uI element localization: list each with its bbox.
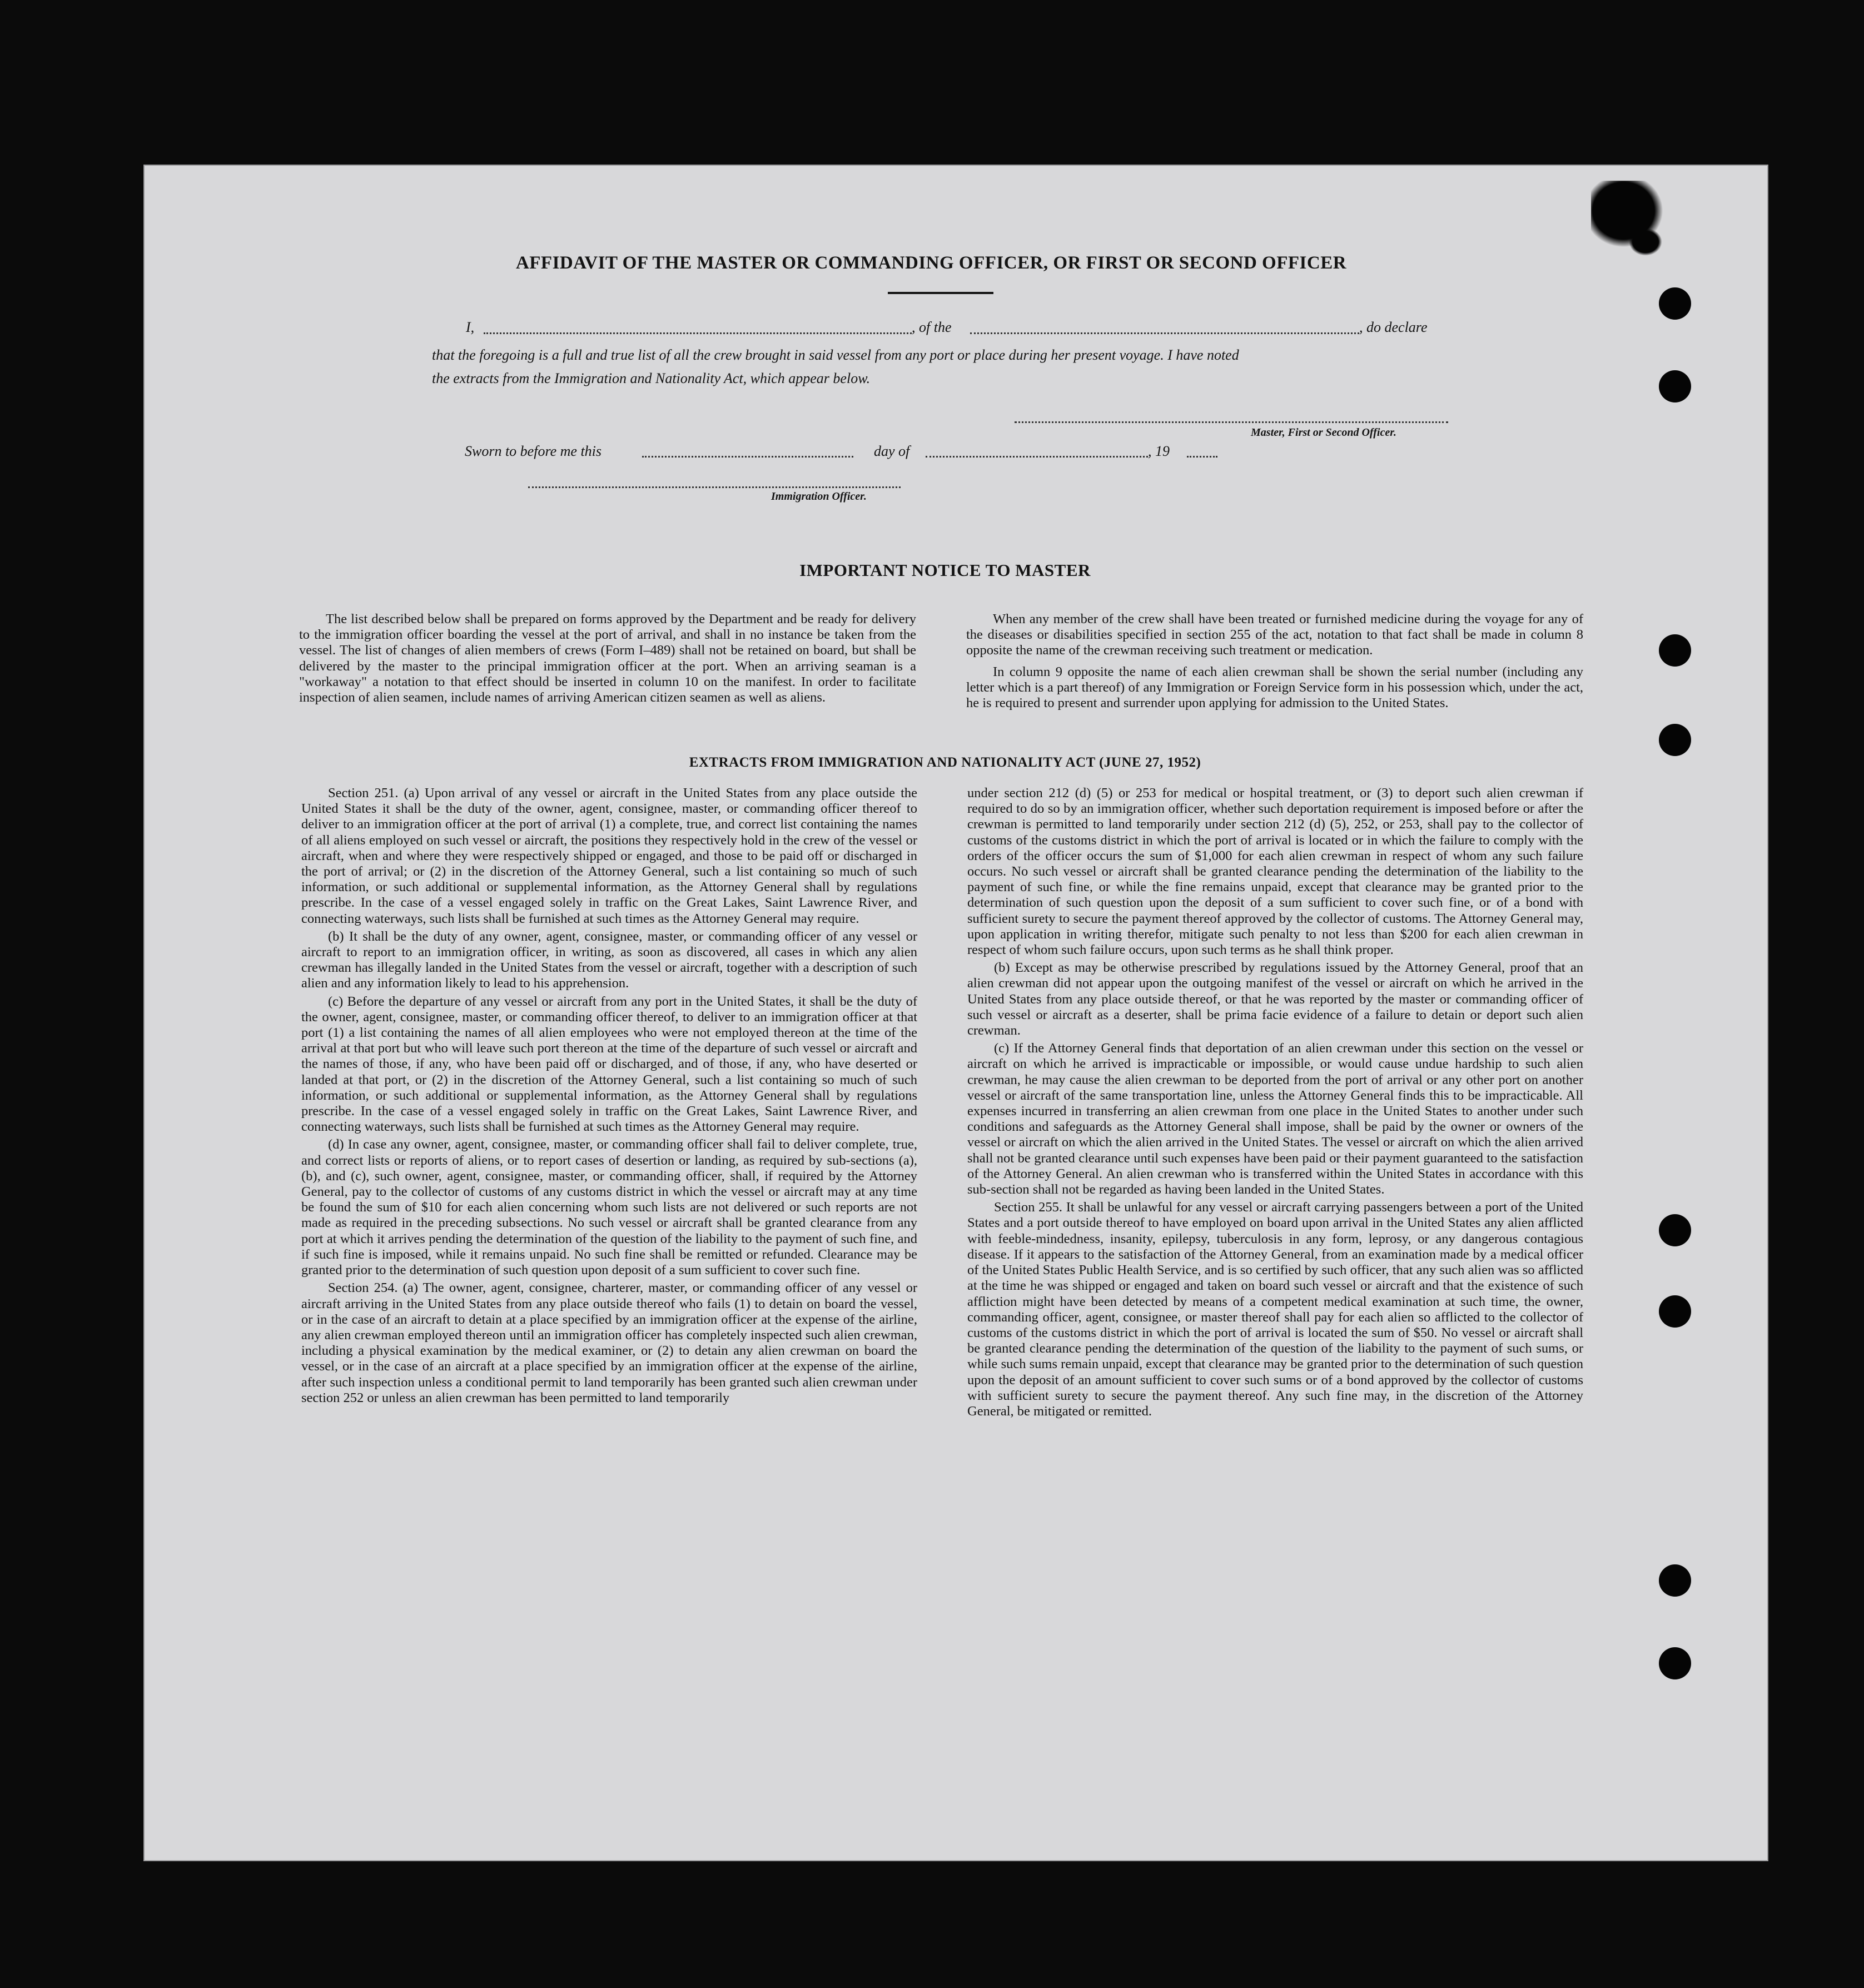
title-rule xyxy=(888,292,993,294)
punch-hole xyxy=(1659,287,1691,320)
act-section: Section 254. (a) The owner, agent, consignee, charterer, master, or commanding officer of any vessel or aircraft arriving in the United States from any place outside thereof who fails (1) to detain on board the vessel, or in the case of an aircraft to detain at a place specified by an immigration officer at the expense of the airline, any alien crewman employed thereon until an immigration officer has completely inspected such alien crewman, including a physical examination by the medical examiner, or (2) to detain any alien crewman on board the vessel, or in the case of an aircraft at a place specified by an immigration officer at the expense of the airline, after such inspection unless a conditional permit to land temporarily has been granted such alien crewman under section 252 or unless an alien crewman has been permitted to land temporarily xyxy=(301,1280,917,1405)
punch-hole xyxy=(1659,634,1691,667)
day-of-label: day of xyxy=(874,443,910,459)
affidavit-title: AFFIDAVIT OF THE MASTER OR COMMANDING OFFICER, OR FIRST OR SECOND OFFICER xyxy=(515,253,1347,273)
notice-title: IMPORTANT NOTICE TO MASTER xyxy=(799,560,1091,580)
act-section: (b) It shall be the duty of any owner, agent, consignee, master, or commanding officer of any vessel or aircraft to report to an immigration officer, in writing, as soon as discovered, all cases in which any alien crewman has illegally landed in the United States from the vessel or aircraft, together with a description of such alien and any information likely to lead to his apprehension. xyxy=(301,928,917,991)
extracts-left-column xyxy=(301,786,917,1408)
punch-hole xyxy=(1659,1295,1691,1328)
declaration-text xyxy=(432,344,1460,390)
do-declare-label: , do declare xyxy=(1359,319,1428,335)
punch-hole xyxy=(1659,724,1691,756)
vessel-name-line xyxy=(970,332,1359,334)
officer-signature-line xyxy=(528,486,901,488)
notice-right-column xyxy=(966,612,1583,713)
punch-hole xyxy=(1659,1564,1691,1597)
act-section: under section 212 (d) (5) or 253 for medical or hospital treatment, or (3) to deport such alien crewman if required to do so by an immigration officer, whether such deportation requirement is imposed before or after the crewman is permitted to land temporarily under section 212 (d) (5), 252, or 253, shall pay to the collector of customs of the customs district in which the port of arrival is located or in which the failure to comply with the orders of the officer occurs the sum of $1,000 for each alien crewman in respect of whom any such failure occurs. No such vessel or aircraft shall be granted clearance pending the determination of the liability to the payment of such fine, or while the fine remains unpaid, except that clearance may be granted prior to the determination of such question upon the deposit of a sum sufficient to cover such fine, or of a bond with sufficient surety to secure the payment thereof approved by the collector of customs. The Attorney General may, upon application in writing therefor, mitigate such penalty to not less than $200 for each alien crewman in respect of whom such failure occurs, upon such terms as he shall think proper. xyxy=(967,786,1583,958)
act-section: (c) If the Attorney General finds that deportation of an alien crewman under this section on the vessel or aircraft on which he arrived is impracticable or impossible, or would cause undue hardship to such alien crewman, he may cause the alien crewman to be deported from the port of arrival or any other port on another vessel or aircraft of the same transportation line, unless the Attorney General finds this to be impracticable. All expenses incurred in transferring an alien crewman from one place in the United States to another under such conditions and safeguards as the Attorney General shall impose, shall be paid by the owner or owners of the vessel or aircraft on which the alien arrived in the United States. The vessel or aircraft on which the alien arrived shall not be granted clearance until such expenses have been paid or their payment guaranteed to the satisfaction of the Attorney General. An alien crewman who is transferred within the United States in accordance with this sub-section shall not be regarded as having been landed in the United States. xyxy=(967,1041,1583,1197)
affiant-label: I, xyxy=(466,319,475,335)
sworn-year-line xyxy=(1187,456,1217,458)
notice-paragraph: When any member of the crew shall have been treated or furnished medicine during the voyage for any of the diseases or disabilities specified in section 255 of the act, notation to that fact shall be made in column 8 opposite the name of the crewman receiving such treatment or medication. xyxy=(966,612,1583,658)
act-section: Section 251. (a) Upon arrival of any vessel or aircraft in the United States from any place outside the United States it shall be the duty of the owner, agent, consignee, master, or commanding officer thereof to deliver to an immigration officer at the port of arrival (1) a complete, true, and correct list containing the names of all aliens employed on such vessel or aircraft, the positions they respectively hold in the crew of the vessel or aircraft, when and where they were respectively shipped or engaged, and those to be paid off or discharged in the port of arrival; or (2) in the discretion of the Attorney General, such a list containing so much of such information, or such additional or supplemental information, as the Attorney General shall by regulations prescribe. In the case of a vessel engaged solely in traffic on the Great Lakes, Saint Lawrence River, and connecting waterways, such lists shall be furnished at such times as the Attorney General may require. xyxy=(301,786,917,926)
punch-hole xyxy=(1659,370,1691,402)
sworn-day-line xyxy=(642,456,853,458)
notice-paragraph: In column 9 opposite the name of each alien crewman shall be shown the serial number (including any letter which is a part thereof) of any Immigration or Foreign Service form in his possession which, under the act, he is required to present and surrender upon applying for admission to the United States. xyxy=(966,664,1583,711)
punch-hole xyxy=(1659,1647,1691,1679)
ink-blot xyxy=(1629,228,1662,256)
act-section: (b) Except as may be otherwise prescribed by regulations issued by the Attorney General, proof that an alien crewman did not appear upon the outgoing manifest of the vessel or aircraft on which he arrived in the United States from any place outside thereof, or that he was reported by the master or commanding officer of such vessel or aircraft as a deserter, shall be prima facie evidence of a failure to detain or deport such alien crewman. xyxy=(967,960,1583,1038)
act-section: (d) In case any owner, agent, consignee, master, or commanding officer shall fail to deliver complete, true, and correct lists or reports of aliens, or to report cases of desertion or landing, as required by sub-sections (a), (b), and (c), such owner, agent, consignee, master, or commanding officer, shall, if required by the Attorney General, pay to the collector of customs of any customs district in which the vessel or aircraft may at any time be found the sum of $10 for each alien concerning whom such lists are not delivered or such reports are not made as required in the preceding subsections. No such vessel or aircraft shall be granted clearance from any port at which it arrives pending the determination of the question of the liability to the payment of such fine, and if such fine is imposed, while it remains unpaid. No such fine shall be remitted or refunded. Clearance may be granted prior to the determination of such question upon deposit of a sum sufficient to cover such fine. xyxy=(301,1137,917,1278)
notice-paragraph: The list described below shall be prepared on forms approved by the Department and be ready for delivery to the immigration officer boarding the vessel at the port of arrival, and shall in no instance be taken from the vessel. The list of changes of alien members of crews (Form I–489) shall not be retained on board, but shall be delivered by the master to the principal immigration officer at the port. When an arriving seaman is a "workaway" a notation to that effect should be inserted in column 10 on the manifest. In order to facilitate inspection of alien seamen, include names of arriving American citizen seamen as well as aliens. xyxy=(299,612,916,705)
extracts-right-column xyxy=(967,786,1583,1422)
master-signature-line xyxy=(1015,421,1448,423)
year-label: , 19 xyxy=(1148,443,1170,459)
master-signature-label: Master, First or Second Officer. xyxy=(1251,426,1396,439)
punch-hole xyxy=(1659,1214,1691,1246)
act-section: Section 255. It shall be unlawful for any vessel or aircraft carrying passengers between a port of the United States and a port outside thereof to have employed on board upon arrival in the United States any alien afflicted with feeble-mindedness, insanity, epilepsy, tuberculosis in any form, leprosy, or any dangerous contagious disease. If it appears to the satisfaction of the Attorney General, from an examination made by a medical officer of the United States Public Health Service, and is so certified by such officer, that any such alien was so afflicted at the time he was shipped or engaged and taken on board such vessel or aircraft and that the existence of such affliction might have been detected by means of a competent medical examination at such time, the owner, commanding officer, agent, consignee, or master thereof shall pay for each alien so afflicted to the collector of customs of the customs district in which the port of arrival is located the sum of $50. No vessel or aircraft shall be granted clearance pending the determination of the question of the liability to the payment of such sums, or while such sums remain unpaid, except that clearance may be granted prior to the determination of such question upon the deposit of an amount sufficient to cover such sums or of a bond approved by the collector of customs with sufficient surety to secure the payment thereof. Any such fine may, in the discretion of the Attorney General, be mitigated or remitted. xyxy=(967,1200,1583,1419)
sworn-label: Sworn to before me this xyxy=(465,443,602,459)
declaration-line: the extracts from the Immigration and Nationality Act, which appear below. xyxy=(432,370,871,386)
of-the-label: , of the xyxy=(912,319,952,335)
extracts-title: EXTRACTS FROM IMMIGRATION AND NATIONALITY ACT (JUNE 27, 1952) xyxy=(689,755,1201,770)
act-section: (c) Before the departure of any vessel or aircraft from any port in the United States, it shall be the duty of the owner, agent, consignee, master, or commanding officer thereof, to deliver to an immigration officer at that port (1) a list containing the names of all alien employees who were not employed thereon at the time of the arrival at that port but who will leave such port thereon at the time of the departure of such vessel or aircraft and the names of those, if any, who have been paid off or discharged, and of those, if any, who have deserted or landed at that port, or (2) in the discretion of the Attorney General, such a list containing so much of such information, or such additional or supplemental information, as the Attorney General shall by regulations prescribe. In the case of a vessel engaged solely in traffic on the Great Lakes, Saint Lawrence River, and connecting waterways, such lists shall be furnished at such times as the Attorney General may require. xyxy=(301,993,917,1135)
declaration-line: that the foregoing is a full and true list of all the crew brought in said vessel from any port or place during her present voyage. I have noted xyxy=(432,347,1239,363)
immigration-officer-label: Immigration Officer. xyxy=(771,490,867,503)
notice-left-column xyxy=(299,612,916,708)
sworn-month-line xyxy=(926,456,1148,458)
affiant-name-line xyxy=(484,332,912,334)
